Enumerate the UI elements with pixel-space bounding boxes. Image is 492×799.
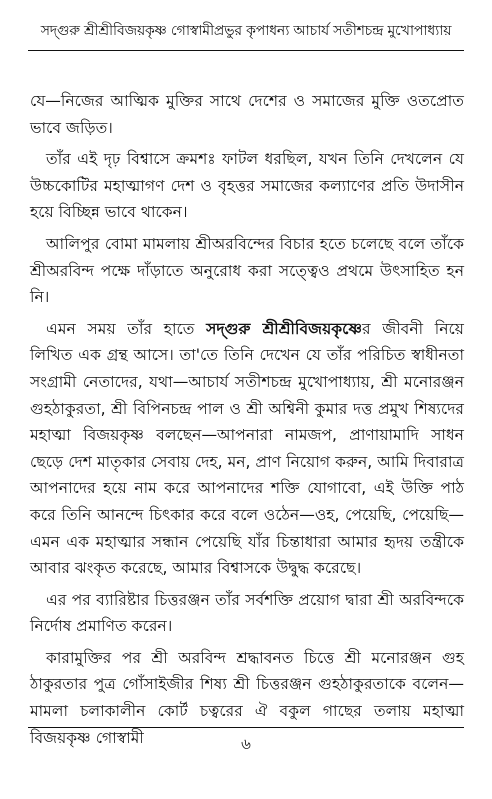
paragraph-4-lead: এমন সময় তাঁর হাতে [46, 319, 207, 338]
footer-rule [28, 727, 464, 728]
paragraph-3: আলিপুর বোমা মামলায় শ্রীঅরবিন্দের বিচার হতে চলেছে বলে তাঁকে শ্রীঅরবিন্দ পক্ষে দাঁড়াতে অনুরোধ করা সত্ত্বেও প্রথমে উৎসাহিত হন নি। [30, 234, 464, 307]
running-header: সদ্গুরু শ্রীশ্রীবিজয়কৃষ্ণ গোস্বামীপ্রভুর কৃপাধন্য আচার্য সতীশচন্দ্র মুখোপাধ্যায় [40, 23, 452, 39]
body-text [30, 88, 464, 756]
paragraph-4-bold-name: সদ্গুরু শ্রীশ্রীবিজয়কৃষ্ণে [206, 319, 362, 338]
paragraph-2: তাঁর এই দৃঢ় বিশ্বাসে ক্রমশঃ ফাটল ধরছিল, যখন তিনি দেখলেন যে উচ্চকোটির মহাত্মাগণ দেশ ও বৃহত্তর সমাজের কল্যাণের প্রতি উদাসীন হয়ে বিচ্ছিন্ন ভাবে থাকেন। [30, 150, 464, 222]
paragraph-4 [30, 316, 464, 582]
paragraph-4-rest: র জীবনী নিয়ে লিখিত এক গ্রন্থ আসে। তা'তে তিনি দেখেন যে তাঁর পরিচিত স্বাধীনতা সংগ্রামী নেতাদের, যথা—আচার্য সতীশচন্দ্র মুখোপাধ্যায়, শ্রী মনোরঞ্জন গুহঠাকুরতা, শ্রী বিপিনচন্দ্র পাল ও শ্রী অশ্বিনী কুমার দত্ত প্রমুখ শিষ্যদের মহাত্মা বিজয়কৃষ্ণ বলছেন—আপনারা নামজপ, প্রাণায়ামাদি সাধন ছেড়ে দেশ মাতৃকার সেবায় দেহ, মন, প্রাণ নিয়োগ করুন, আমি দিবারাত্র আপনাদের হয়ে নাম করে আপনাদের শক্তি যোগাবো, এই উক্তি পাঠ করে তিনি আনন্দে চিৎকার করে বলে ওঠেন—ওহ, পেয়েছি, পেয়েছি—এমন এক মহাত্মার সন্ধান পেয়েছি যাঁর চিন্তাধারা আমার হৃদয় তন্ত্রীকে আবার ঝংকৃত করেছে, আমার বিশ্বাসকে উদ্বুদ্ধ করেছে। [30, 319, 464, 578]
header-rule [28, 50, 464, 51]
paragraph-1: যে—নিজের আত্মিক মুক্তির সাথে দেশের ও সমাজের মুক্তি ওতপ্রোত ভাবে জড়িত। [30, 92, 464, 137]
paragraph-6: কারামুক্তির পর শ্রী অরবিন্দ শ্রদ্ধাবনত চিত্তে শ্রী মনোরঞ্জন গুহ ঠাকুরতার পুত্র গোঁসাইজীর শিষ্য শ্রী চিত্তরঞ্জন গুহঠাকুরতাকে বলেন—মামলা চলাকালীন কোর্ট চত্বরের ঐ বকুল গাছের তলায় মহাত্মা বিজয়কৃষ্ণ গোস্বামী [30, 648, 464, 747]
page-number: ৬ [241, 735, 251, 753]
paragraph-5: এর পর ব্যারিষ্টার চিত্তরঞ্জন তাঁর সর্বশক্তি প্রয়োগ দ্বারা শ্রী অরবিন্দকে নির্দোষ প্রমাণিত করেন। [30, 590, 464, 636]
